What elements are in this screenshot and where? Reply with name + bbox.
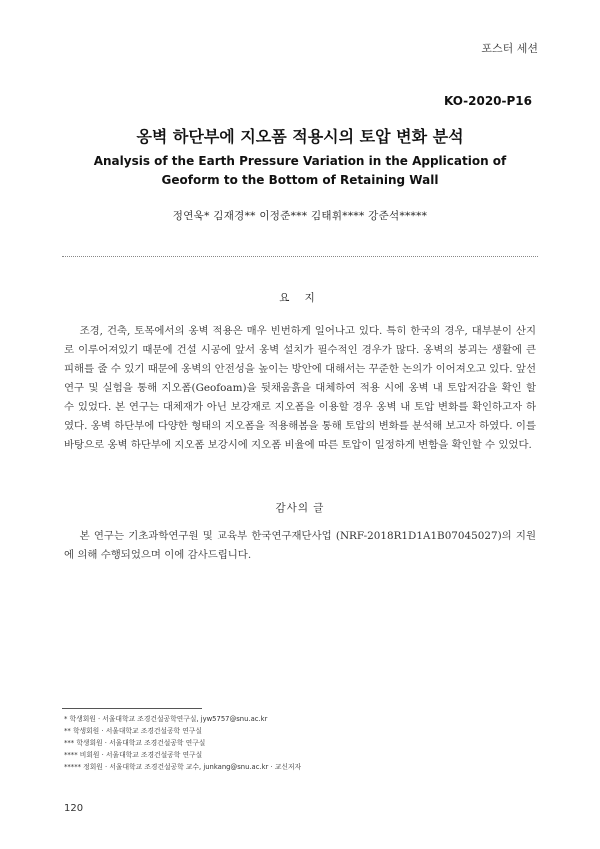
abstract-body: 조경, 건축, 토목에서의 옹벽 적용은 매우 빈번하게 일어나고 있다. 특히 한국의 경우, 대부분이 산지로 이루어져있기 때문에 건설 시공에 앞서 옹벽 설치가 필수적인 경우가 많다. 옹벽의 붕괴는 생활에 큰 피해를 줄 수 있기 때문에 옹벽의 안전성을 높이는 방안에 대해서는 꾸준한 논의가 이어져오고 있다. 앞선 연구 및 실험을 통해 지오폼(Geofoam)을 뒷채움흙을 대체하여 적용 시에 옹벽 내 토압저감을 확인 할 수 있었다. 본 연구는 대체재가 아닌 보강재로 지오폼을 이용할 경우 옹벽 내 토압 변화를 확인하고자 하였다. 옹벽 하단부에 다양한 형태의 지오폼을 적용해봄을 통해 토압의 변화를 분석해 보고자 하였다. 이를 바탕으로 옹벽 하단부에 지오폼 보강시에 지오폼 비율에 따른 토압이 일정하게 변함을 확인할 수 있었다. (64, 325, 536, 451)
author-list: 정연욱* 김재경** 이정준*** 김태휘**** 강준석***** (172, 210, 428, 222)
footnote-author-3: *** 학생회원 · 서울대학교 조경건설공학 연구실 (64, 739, 206, 747)
abstract-heading: 요 지 (279, 292, 321, 304)
paper-id: KO-2020-P16 (443, 94, 532, 108)
footnote-author-5: ***** 정회원 · 서울대학교 조경건설공학 교수, junkang@snu.ac.kr · 교신저자 (64, 763, 302, 771)
header-divider (62, 256, 538, 257)
footnotes (64, 713, 534, 773)
footnote-author-2: ** 학생회원 · 서울대학교 조경건설공학 연구실 (64, 727, 202, 735)
title-english: Analysis of the Earth Pressure Variation in the Application of Geoform to the Bottom of Retaining Wall (93, 154, 507, 187)
acknowledgment-body: 본 연구는 기초과학연구원 및 교육부 한국연구재단사업 (NRF-2018R1D1A1B07045027)의 지원에 의해 수행되었으며 이에 감사드립니다. (64, 530, 536, 561)
page-number: 120 (64, 803, 84, 814)
section-category: 포스터 세션 (481, 42, 538, 55)
title-korean: 옹벽 하단부에 지오폼 적용시의 토압 변화 분석 (136, 127, 464, 146)
footnote-author-4: **** 비회원 · 서울대학교 조경건설공학 연구실 (64, 751, 203, 759)
acknowledgment-heading: 감사의 글 (275, 502, 325, 514)
footnote-author-1: * 학생회원 · 서울대학교 조경건설공학연구실, jyw5757@snu.ac.kr (64, 715, 268, 723)
footnote-rule (62, 708, 202, 709)
